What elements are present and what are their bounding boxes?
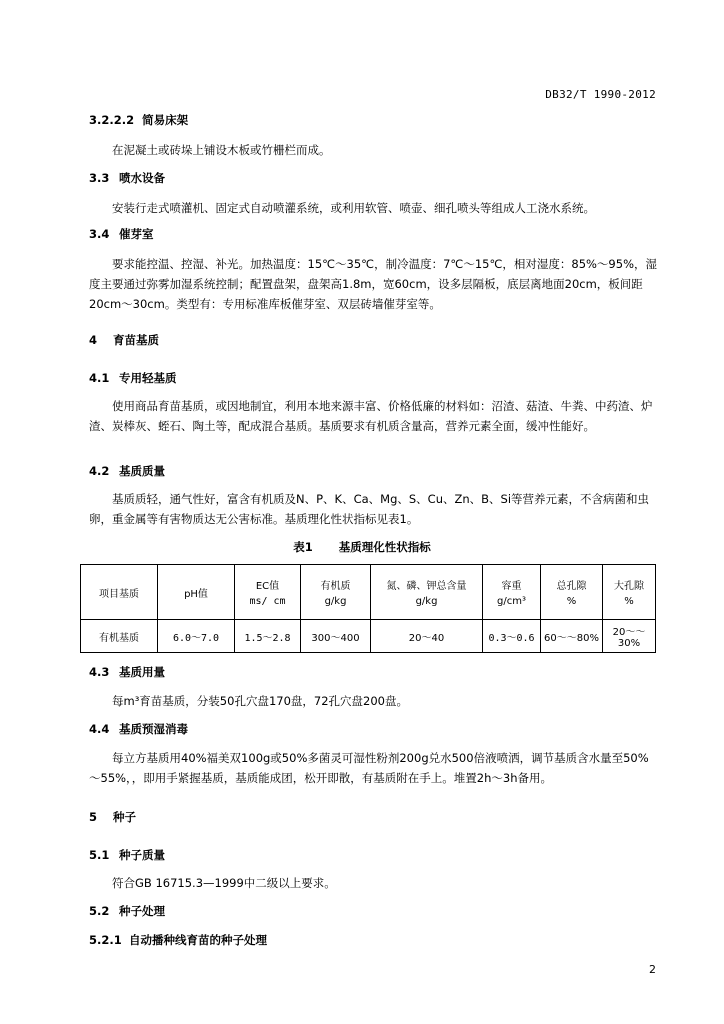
heading-3-2-2-2 <box>89 112 188 128</box>
heading-3-3 <box>89 170 165 186</box>
table-cell: 20～40 <box>371 620 483 653</box>
heading-title: 专用轻基质 <box>119 371 177 385</box>
table-cell: 20～～30% <box>603 620 656 653</box>
heading-title: 种子 <box>113 810 136 824</box>
heading-number: 5 <box>89 810 98 824</box>
table-cell: 1.5～2.8 <box>235 620 301 653</box>
heading-number: 4.4 <box>89 722 110 736</box>
heading-number: 4.2 <box>89 464 110 478</box>
heading-5-1 <box>89 847 165 863</box>
heading-5-2 <box>89 903 165 919</box>
heading-3-4 <box>89 226 154 242</box>
heading-title: 种子处理 <box>119 904 165 918</box>
header-cell: pH值 <box>158 565 235 620</box>
heading-title: 自动播种线育苗的种子处理 <box>129 933 267 947</box>
heading-title: 基质质量 <box>119 464 165 478</box>
page-number: 2 <box>649 963 656 976</box>
heading-number: 3.4 <box>89 227 110 241</box>
heading-5-2-1 <box>89 932 267 948</box>
header-cell: 大孔隙 % <box>603 565 656 620</box>
heading-title: 喷水设备 <box>119 171 165 185</box>
table-cell: 0.3～0.6 <box>483 620 541 653</box>
heading-number: 3.2.2.2 <box>89 113 135 127</box>
header-cell: 项目基质 <box>81 565 158 620</box>
substrate-properties-table <box>80 564 656 653</box>
heading-title: 基质用量 <box>119 665 165 679</box>
table-caption-number: 表1 <box>293 540 313 554</box>
header-cell: 有机质 g/kg <box>301 565 371 620</box>
heading-title: 育苗基质 <box>113 333 159 347</box>
header-cell: 氮、磷、钾总含量 g/kg <box>371 565 483 620</box>
paragraph-4-3: 每m³育苗基质，分装50孔穴盘170盘，72孔穴盘200盘。 <box>112 694 408 708</box>
heading-number: 4.3 <box>89 665 110 679</box>
paragraph-3-3: 安装行走式喷灌机、固定式自动喷灌系统，或利用软管、喷壶、细孔喷头等组成人工浇水系统。 <box>112 201 595 215</box>
heading-4-2 <box>89 463 165 479</box>
standard-code: DB32/T 1990-2012 <box>545 88 656 101</box>
table-cell: 有机基质 <box>81 620 158 653</box>
heading-4-1 <box>89 370 177 386</box>
paragraph-4-4: 每立方基质用40%福美双100g或50%多菌灵可湿性粉剂200g兑水500倍液喷洒，调节基质含水量至50%～55%，，即用手紧握基质，基质能成团，松开即散，有基质附在手上。堆置2h～3h备用。 <box>89 751 649 785</box>
paragraph-4-2: 基质质轻，通气性好，富含有机质及N、P、K、Ca、Mg、S、Cu、Zn、B、Si等营养元素，不含病菌和虫卵，重金属等有害物质达无公害标准。基质理化性状指标见表1。 <box>89 492 650 526</box>
paragraph-4-1: 使用商品育苗基质，或因地制宜，利用本地来源丰富、价格低廉的材料如：沼渣、菇渣、牛粪、中药渣、炉渣、炭棒灰、蛭石、陶土等，配成混合基质。基质要求有机质含量高，营养元素全面，缓冲性能好。 <box>89 399 653 433</box>
header-cell: 容重 g/cm³ <box>483 565 541 620</box>
heading-title: 催芽室 <box>119 227 154 241</box>
table-caption <box>0 539 724 555</box>
paragraph-5-1: 符合GB 16715.3—1999中二级以上要求。 <box>112 876 336 890</box>
paragraph-3-4: 要求能控温、控湿、补光。加热温度：15℃～35℃，制冷温度：7℃～15℃，相对湿度：85%～95%，湿度主要通过弥雾加湿系统控制；配置盘架，盘架高1.8m，宽60cm，设多层隔板，底层离地面20cm，板间距20cm～30cm。类型有：专用标准库板催芽室、双层砖墙催芽室等。 <box>89 257 657 311</box>
heading-number: 4 <box>89 333 98 347</box>
heading-number: 5.1 <box>89 848 110 862</box>
heading-number: 5.2 <box>89 904 110 918</box>
heading-title: 基质预湿消毒 <box>119 722 188 736</box>
table-cell: 6.0～7.0 <box>158 620 235 653</box>
header-cell: 总孔隙 % <box>541 565 603 620</box>
table-row <box>81 620 656 653</box>
table-cell: 300～400 <box>301 620 371 653</box>
heading-number: 3.3 <box>89 171 110 185</box>
heading-4-4 <box>89 721 188 737</box>
heading-4-3 <box>89 664 165 680</box>
table-caption-title: 基质理化性状指标 <box>338 540 431 554</box>
heading-title: 种子质量 <box>119 848 165 862</box>
table-cell: 60～～80% <box>541 620 603 653</box>
table-header-row <box>81 565 656 620</box>
header-cell: EC值 ms/ cm <box>235 565 301 620</box>
heading-number: 5.2.1 <box>89 933 122 947</box>
paragraph-3-2-2-2: 在泥凝土或砖垛上铺设木板或竹栅栏而成。 <box>112 143 331 157</box>
heading-number: 4.1 <box>89 371 110 385</box>
heading-4 <box>89 332 159 348</box>
heading-5 <box>89 809 136 825</box>
heading-title: 简易床架 <box>142 113 189 127</box>
